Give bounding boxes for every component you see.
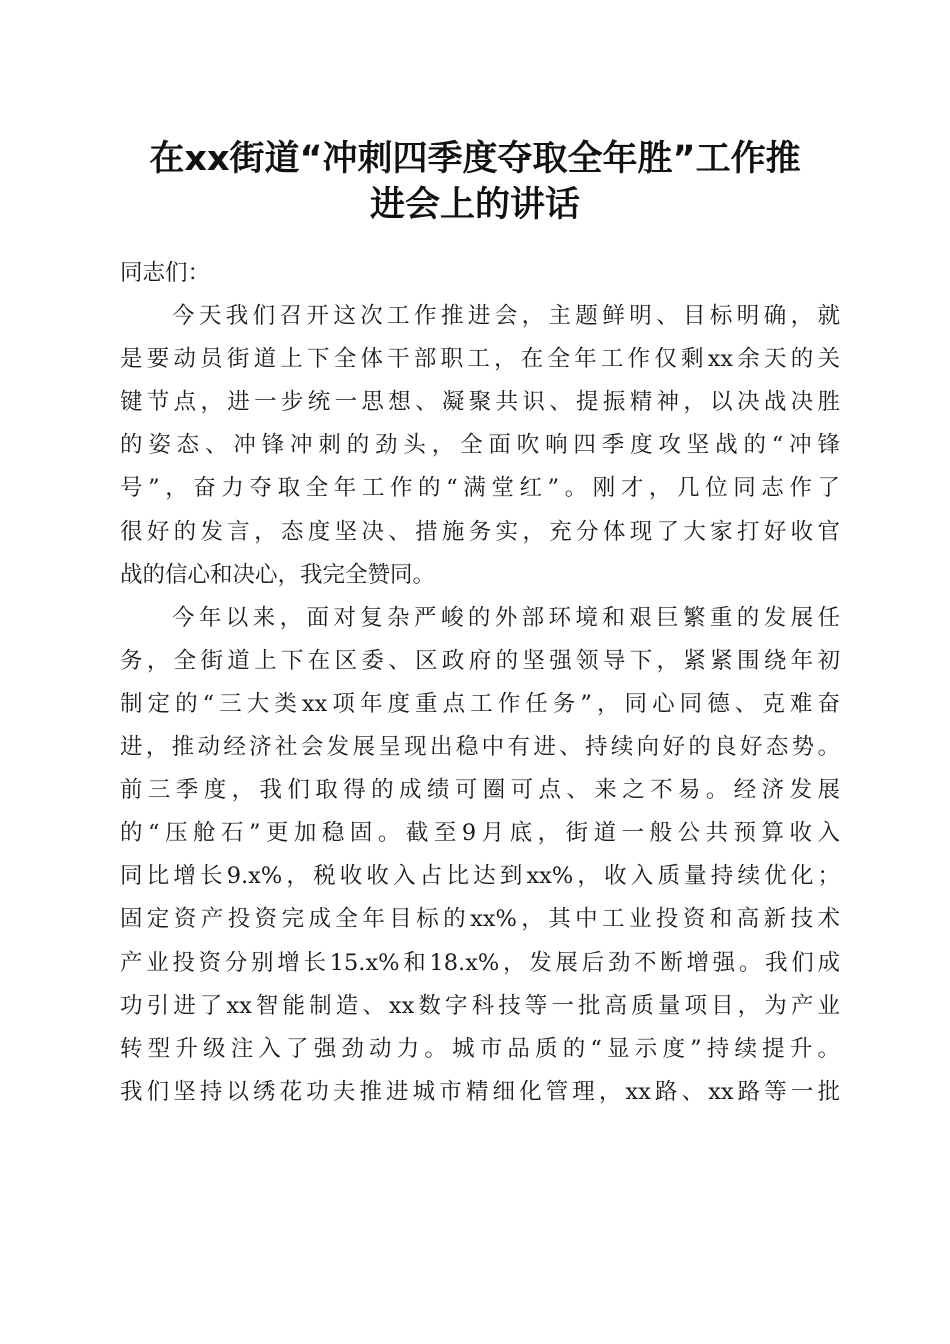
document-body bbox=[120, 252, 840, 1114]
paragraph-2-line: 功引进了xx智能制造、xx数字科技等一批高质量项目，为产业 bbox=[120, 992, 840, 1019]
paragraph-1-line: 战的信心和决心，我完全赞同。 bbox=[120, 561, 436, 588]
paragraph-1-line: 号”，奋力夺取全年工作的“满堂红”。刚才，几位同志作了 bbox=[120, 475, 840, 502]
paragraph-1-line: 今天我们召开这次工作推进会，主题鲜明、目标明确，就 bbox=[172, 303, 840, 330]
paragraph-1-line: 的姿态、冲锋冲刺的劲头，全面吹响四季度攻坚战的“冲锋 bbox=[120, 432, 840, 459]
paragraph-2-line: 进，推动经济社会发展呈现出稳中有进、持续向好的良好态势。 bbox=[120, 734, 840, 761]
paragraph-1-line: 很好的发言，态度坚决、措施务实，充分体现了大家打好收官 bbox=[120, 518, 840, 545]
paragraph-2-line: 前三季度，我们取得的成绩可圈可点、来之不易。经济发展 bbox=[120, 777, 840, 804]
paragraph-2-line: 制定的“三大类xx项年度重点工作任务”，同心同德、克难奋 bbox=[120, 690, 840, 717]
salutation: 同志们： bbox=[120, 260, 211, 286]
paragraph-2-line: 同比增长9.x%，税收收入占比达到xx%，收入质量持续优化； bbox=[120, 863, 840, 890]
paragraph-2-line: 固定资产投资完成全年目标的xx%，其中工业投资和高新技术 bbox=[120, 906, 840, 933]
paragraph-2-line: 的“压舱石”更加稳固。截至9月底，街道一般公共预算收入 bbox=[120, 820, 840, 847]
paragraph-2-line: 务，全街道上下在区委、区政府的坚强领导下，紧紧围绕年初 bbox=[120, 647, 840, 674]
paragraph-2-line: 我们坚持以绣花功夫推进城市精细化管理，xx路、xx路等一批 bbox=[120, 1078, 840, 1105]
document-title bbox=[110, 136, 840, 228]
paragraph-2-line: 转型升级注入了强劲动力。城市品质的“显示度”持续提升。 bbox=[120, 1035, 840, 1062]
title-line: 进会上的讲话 bbox=[369, 185, 580, 225]
paragraph-2-line: 今年以来，面对复杂严峻的外部环境和艰巨繁重的发展任 bbox=[172, 604, 840, 631]
paragraph-1-line: 键节点，进一步统一思想、凝聚共识、提振精神，以决战决胜 bbox=[120, 389, 840, 416]
title-line: 在xx街道“冲刺四季度夺取全年胜”工作推 bbox=[149, 139, 801, 179]
paragraph-1-line: 是要动员街道上下全体干部职工，在全年工作仅剩xx余天的关 bbox=[120, 346, 840, 373]
paragraph-2-line: 产业投资分别增长15.x%和18.x%，发展后劲不断增强。我们成 bbox=[120, 949, 840, 976]
